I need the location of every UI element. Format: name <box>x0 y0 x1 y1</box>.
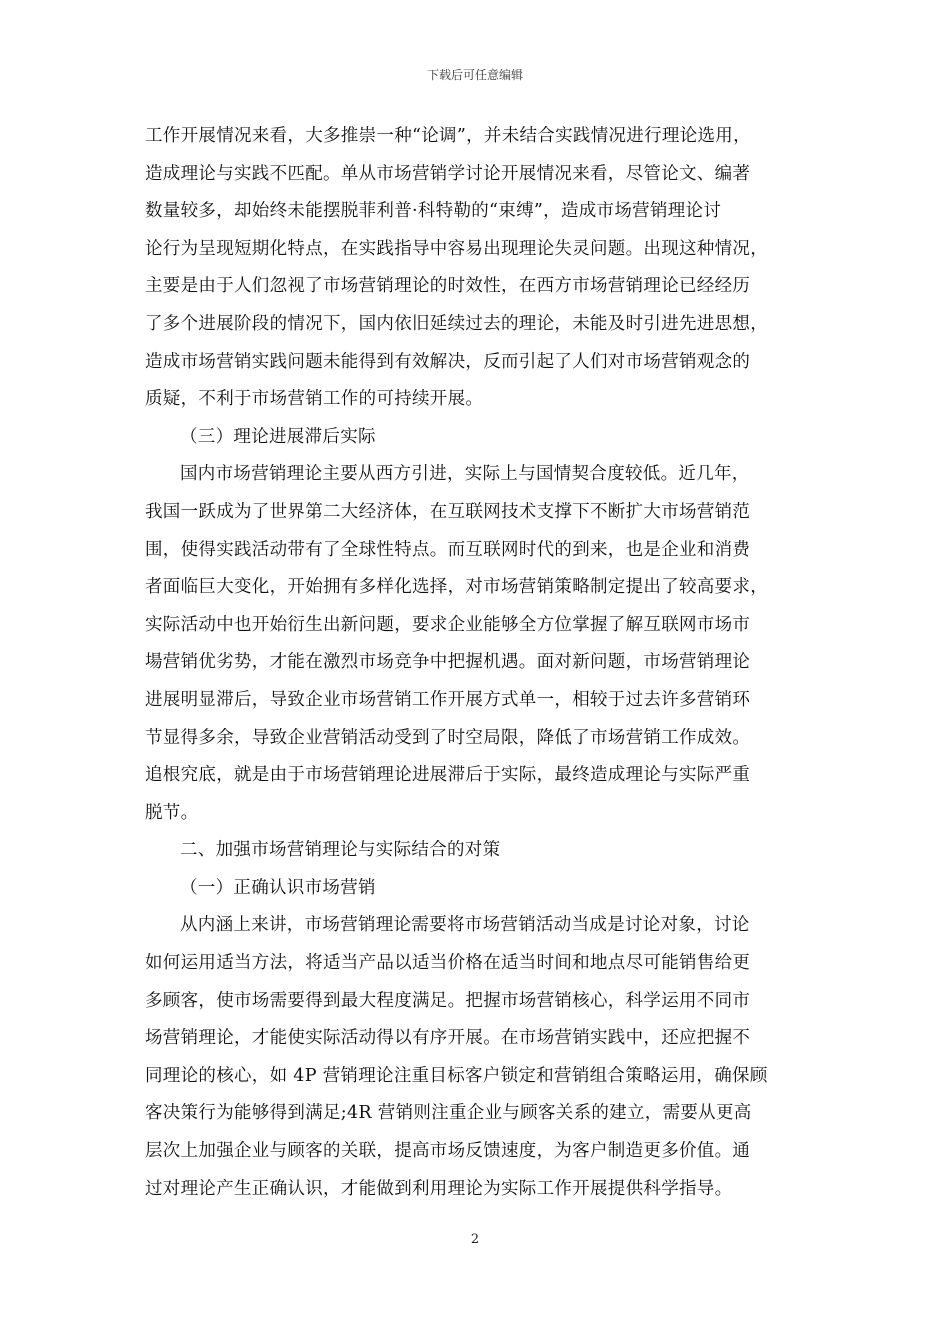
text-line: 主要是由于人们忽视了市场营销理论的时效性，在西方市场营销理论已经经历 <box>145 276 751 297</box>
text-line: 者面临巨大变化，开始拥有多样化选择，对市场营销策略制定提出了较高要求， <box>145 577 768 598</box>
text-line: 工作开展情况来看，大多推崇一种“论调”，并未结合实践情况进行理论选用， <box>145 126 751 146</box>
text-line: 場营销优劣势，才能在激烈市场竞争中把握机遇。面对新问题，市场营销理论 <box>145 652 751 673</box>
text-line: 造成市场营销实践问题未能得到有效解决，反而引起了人们对市场营销观念的 <box>145 351 751 372</box>
text-line: 场营销理论，才能使实际活动得以有序开展。在市场营销实践中，还应把握不 <box>145 1028 751 1049</box>
text-line: 多顾客，使市场需要得到最大程度满足。把握市场营销核心，科学运用不同市 <box>145 990 751 1011</box>
page-header: 下载后可任意编辑 <box>426 68 523 82</box>
text-line: 节显得多余，导致企业营销活动受到了时空局限，降低了市场营销工作成效。 <box>145 727 751 748</box>
text-line: 造成理论与实践不匹配。单从市场营销学讨论开展情况来看，尽管论文、编著 <box>145 163 751 184</box>
document-body <box>145 118 807 1208</box>
text-line: 国内市场营销理论主要从西方引进，实际上与国情契合度较低。近几年， <box>180 464 750 485</box>
text-line: 我国一跃成为了世界第二大经济体，在互联网技术支撑下不断扩大市场营销范 <box>145 501 751 522</box>
text-line: 进展明显滞后，导致企业市场营销工作开展方式单一，相较于过去许多营销环 <box>145 689 751 710</box>
text-line: 过对理论产生正确认识，才能做到利用理论为实际工作开展提供科学指导。 <box>145 1178 733 1199</box>
text-line: 如何运用适当方法，将适当产品以适当价格在适当时间和地点尽可能销售给更 <box>145 953 751 974</box>
text-line: 同理论的核心，如 4P 营销理论注重目标客户锁定和营销组合策略运用，确保顾 <box>145 1065 768 1086</box>
text-line: 围，使得实践活动带有了全球性特点。而互联网时代的到来，也是企业和消费 <box>145 539 751 560</box>
text-line: 追根究底，就是由于市场营销理论进展滞后于实际，最终造成理论与实际严重 <box>145 765 751 786</box>
text-line: 二、加强市场营销理论与实际结合的对策 <box>180 840 501 861</box>
text-line: 了多个进展阶段的情况下，国内依旧延续过去的理论，未能及时引进先进思想， <box>145 313 768 334</box>
text-line: （一）正确认识市场营销 <box>180 877 376 898</box>
text-line: 脱节。 <box>145 802 199 823</box>
text-line: 论行为呈现短期化特点，在实践指导中容易出现理论失灵问题。出现这种情况， <box>145 238 768 259</box>
text-line: （三）理论进展滞后实际 <box>180 426 376 447</box>
text-line: 实际活动中也开始衍生出新问题，要求企业能够全方位掌握了解互联网市场市 <box>145 614 751 635</box>
text-line: 数量较多，却始终未能摆脱菲利普·科特勒的“束缚”，造成市场营销理论讨 <box>145 201 722 222</box>
text-line: 从内涵上来讲，市场营销理论需要将市场营销活动当成是讨论对象，讨论 <box>180 915 750 936</box>
text-line: 层次上加强企业与顾客的关联，提高市场反馈速度，为客户制造更多价值。通 <box>145 1141 751 1162</box>
page-number: 2 <box>470 1232 480 1247</box>
text-line: 质疑，不利于市场营销工作的可持续开展。 <box>145 389 484 410</box>
text-line: 客决策行为能够得到满足;4R 营销则注重企业与顾客关系的建立，需要从更高 <box>145 1103 752 1124</box>
